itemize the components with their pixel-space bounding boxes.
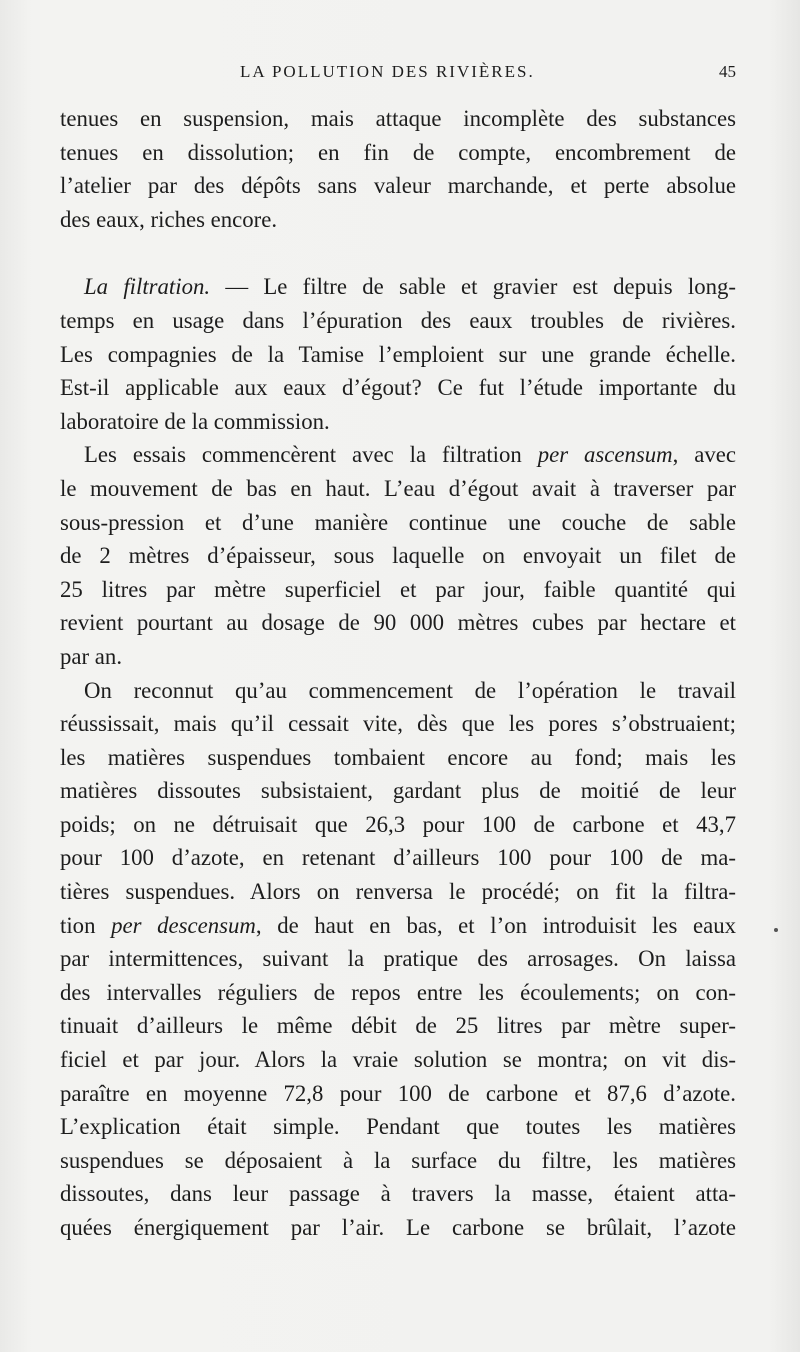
text-line: réussissait, mais qu’il cessait vite, dès que les pores s’obstruaient;: [60, 711, 736, 737]
ink-speck: [774, 928, 778, 932]
text-line: quées énergiquement par l’air. Le carbone se brûlait, l’azote: [60, 1215, 736, 1240]
running-title: LA POLLUTION DES RIVIÈRES.: [240, 62, 535, 81]
italic-term: per descensum: [111, 912, 256, 938]
text-line: les matières suspendues tombaient encore au fond; mais les: [60, 744, 736, 770]
text-fragment: , avec: [672, 442, 736, 468]
paragraph-3: [60, 438, 736, 673]
italic-term: per ascensum: [537, 442, 673, 468]
section-heading: La filtration.: [84, 274, 211, 300]
page-number: 45: [719, 62, 736, 81]
text-line: de 2 mètres d’épaisseur, sous laquelle on envoyait un filet de: [60, 543, 736, 569]
text-line: [60, 438, 736, 472]
text-line: L’explication était simple. Pendant que toutes les matières: [60, 1114, 736, 1140]
text-line: par an.: [60, 643, 123, 669]
text-line: pour 100 d’azote, en retenant d’ailleurs 100 pour 100 de ma-: [60, 845, 736, 871]
text-line: 25 litres par mètre superficiel et par jour, faible quantité qui: [60, 576, 736, 602]
text-line: des intervalles réguliers de repos entre les écoulements; on con-: [60, 979, 736, 1005]
text-fragment: , de haut en bas, et l’on introduisit les eaux: [255, 912, 736, 938]
text-fragment: Les essais commencèrent avec la filtration: [84, 442, 522, 468]
text-line: Est-il applicable aux eaux d’égout? Ce fut l’étude importante du: [60, 375, 736, 401]
text-line: matières dissoutes subsistaient, gardant plus de moitié de leur: [60, 778, 736, 804]
text-line: tinuait d’ailleurs le même débit de 25 litres par mètre super-: [60, 1013, 736, 1039]
text-fragment: tion: [60, 912, 96, 938]
text-fragment: — Le filtre de sable et gravier est depuis long-: [210, 274, 736, 300]
text-line: temps en usage dans l’épuration des eaux troubles de rivières.: [60, 307, 736, 333]
text-line: par intermittences, suivant la pratique des arrosages. On laissa: [60, 946, 736, 972]
body-text: [60, 102, 736, 1245]
text-line: suspendues se déposaient à la surface du filtre, les matières: [60, 1147, 736, 1173]
page-header: [60, 62, 736, 86]
text-line: [60, 909, 736, 943]
text-line: Les compagnies de la Tamise l’emploient sur une grande échelle.: [60, 341, 736, 367]
text-line: paraître en moyenne 72,8 pour 100 de carbone et 87,6 d’azote.: [60, 1080, 736, 1106]
text-line: poids; on ne détruisait que 26,3 pour 100 de carbone et 43,7: [60, 811, 736, 837]
text-line: l’atelier par des dépôts sans valeur marchande, et perte absolue: [60, 173, 736, 199]
text-line: laboratoire de la commission.: [60, 408, 330, 434]
text-line: On reconnut qu’au commencement de l’opération le travail: [84, 677, 736, 703]
paragraph-2: [60, 270, 736, 438]
text-line: tières suspendues. Alors on renversa le procédé; on fit la filtra-: [60, 879, 736, 905]
text-line: dissoutes, dans leur passage à travers la masse, étaient atta-: [60, 1181, 736, 1207]
paragraph-4: [60, 674, 736, 1245]
text-line: tenues en dissolution; en fin de compte, encombrement de: [60, 139, 736, 165]
text-line: des eaux, riches encore.: [60, 206, 278, 232]
paragraph-gap: [60, 236, 736, 270]
text-line: revient pourtant au dosage de 90 000 mètres cubes par hectare et: [60, 610, 736, 636]
text-line: tenues en suspension, mais attaque incomplète des substances: [60, 106, 736, 131]
text-line: ficiel et par jour. Alors la vraie solution se montra; on vit dis-: [60, 1047, 736, 1073]
paragraph-1: [60, 102, 736, 236]
text-line: sous-pression et d’une manière continue une couche de sable: [60, 509, 736, 535]
text-line: [60, 270, 736, 304]
text-line: le mouvement de bas en haut. L’eau d’égout avait à traverser par: [60, 475, 736, 501]
